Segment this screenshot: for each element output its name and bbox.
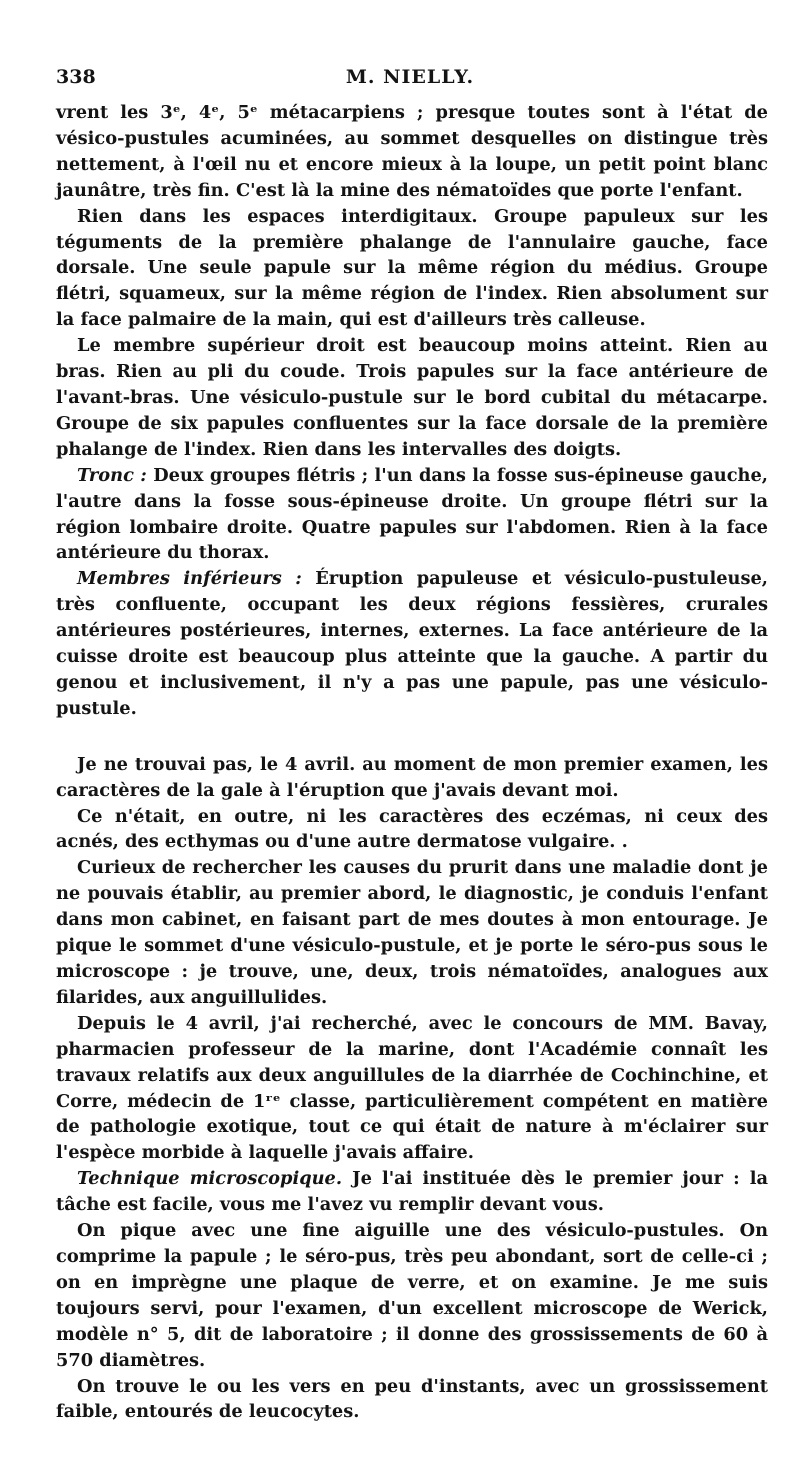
paragraph [56, 752, 768, 804]
body-text [56, 100, 768, 1425]
page-number: 338 [56, 66, 96, 88]
running-head: M. NIELLY. [345, 66, 475, 88]
paragraph [56, 855, 768, 1010]
paragraph [56, 463, 768, 567]
paragraph [56, 100, 768, 204]
page-header [56, 66, 764, 96]
paragraph-text: Curieux de rechercher les causes du prurit dans une maladie dont je ne pouvais établir, au premier abord, le diagnostic, je conduis l'enfant dans mon cabinet, en faisant part de mes doutes à mon entourage. Je pique le sommet d'une vésiculo-pustule, et je porte le séro-pus sous le microscope : je trouve, une, deux, trois nématoïdes, analogues aux filarides, aux anguillulides. [56, 857, 768, 1008]
paragraph-text: Le membre supérieur droit est beaucoup moins atteint. Rien au bras. Rien au pli du coude. Trois papules sur la face antérieure de l'avant-bras. Une vésiculo-pustule sur le bord cubital du métacarpe. Groupe de six papules confluentes sur la face dorsale de la première phalange de l'index. Rien dans les intervalles des doigts. [56, 335, 768, 460]
paragraph-text: On pique avec une fine aiguille une des vésiculo-pustules. On comprime la papule ; le séro-pus, très peu abondant, sort de celle-ci ; on en imprègne une plaque de verre, et on examine. Je me suis toujours servi, pour l'examen, d'un excellent microscope de Werick, modèle n° 5, dit de laboratoire ; il donne des grossissements de 60 à 570 diamètres. [56, 1220, 768, 1371]
paragraph-lead-italic: Technique microscopique. [77, 1168, 343, 1190]
paragraph-text: Éruption papuleuse et vésiculo-pustuleuse, très confluente, occupant les deux régions fessières, crurales antérieures postérieures, internes, externes. La face antérieure de la cuisse droite est beaucoup plus atteinte que la gauche. A partir du genou et inclusivement, il n'y a pas une papule, pas une vésiculo-pustule. [56, 568, 768, 719]
paragraph-text: Depuis le 4 avril, j'ai recherché, avec le concours de MM. Bavay, pharmacien professeur de la marine, dont l'Académie connaît les travaux relatifs aux deux anguillules de la diarrhée de Cochinchine, et Corre, médecin de 1ʳᵉ classe, particulièrement compétent en matière de pathologie exotique, tout ce qui était de nature à m'éclairer sur l'espèce morbide à laquelle j'avais affaire. [56, 1012, 768, 1164]
paragraph [56, 1011, 768, 1166]
paragraph-text: Rien dans les espaces interdigitaux. Groupe papuleux sur les téguments de la première phalange de l'annulaire gauche, face dorsale. Une seule papule sur la même région du médius. Groupe flétri, squameux, sur la même région de l'index. Rien absolument sur la face palmaire de la main, qui est d'ailleurs très calleuse. [56, 205, 768, 331]
paragraph [56, 1374, 768, 1426]
paragraph [56, 1166, 768, 1218]
paragraph-text: Je l'ai instituée dès le premier jour : la tâche est facile, vous me l'avez vu remplir devant vous. [56, 1168, 768, 1216]
paragraph-text: Je ne trouvai pas, le 4 avril. au moment de mon premier examen, les caractères de la gale à l'éruption que j'avais devant moi. [56, 753, 768, 801]
paragraph-text: Deux groupes flétris ; l'un dans la fosse sus-épineuse gauche, l'autre dans la fosse sous-épineuse droite. Un groupe flétri sur la région lombaire droite. Quatre papules sur l'abdomen. Rien à la face antérieure du thorax. [56, 464, 768, 564]
paragraph [56, 1218, 768, 1373]
paragraph-text: On trouve le ou les vers en peu d'instants, avec un grossissement faible, entourés de leucocytes. [56, 1375, 768, 1423]
paragraph [56, 204, 768, 334]
paragraph-lead-italic: Tronc : [77, 464, 147, 486]
paragraph [56, 804, 768, 856]
paragraph [56, 333, 768, 463]
paragraph-text: Ce n'était, en outre, ni les caractères des eczémas, ni ceux des acnés, des ecthymas ou d'une autre dermatose vulgaire. . [56, 805, 768, 853]
paragraph-lead-italic: Membres inférieurs : [77, 568, 302, 590]
paragraph [56, 566, 768, 721]
paragraph-text: vrent les 3ᵉ, 4ᵉ, 5ᵉ métacarpiens ; presque toutes sont à l'état de vésico-pustules acuminées, au sommet desquelles on distingue très nettement, à l'œil nu et encore mieux à la loupe, un petit point blanc jaunâtre, très fin. C'est là la mine des nématoïdes que porte l'enfant. [56, 102, 768, 201]
